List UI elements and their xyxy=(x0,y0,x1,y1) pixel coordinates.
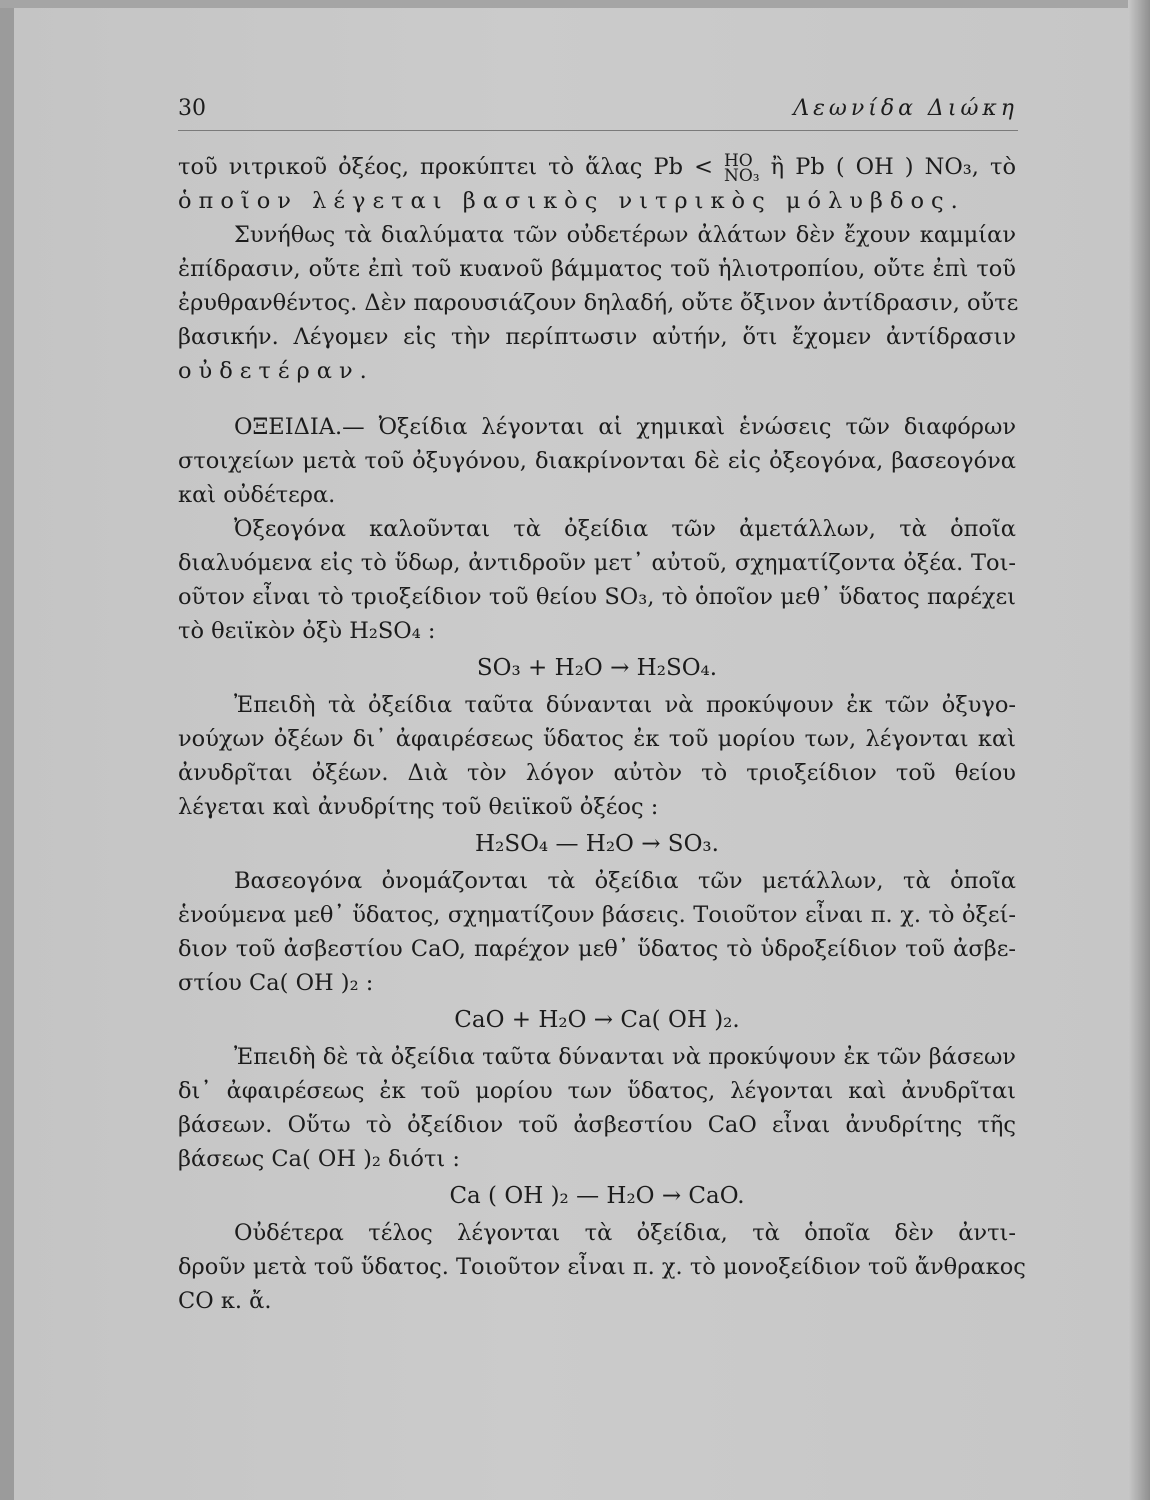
text-line: Ἐπειδὴ τὰ ὀξείδια ταῦτα δύνανται νὰ προκύψουν ἐκ τῶν ὀξυγο- xyxy=(234,692,1016,718)
formula-fraction-bottom: NO₃ xyxy=(723,166,760,186)
formula-fraction-top: HO xyxy=(723,151,753,171)
page-number: 30 xyxy=(178,96,206,121)
text-line: τὸ θειϊκὸν ὀξὺ H₂SO₄ : xyxy=(178,618,436,644)
text-line: στίου Ca( OH )₂ : xyxy=(178,970,374,996)
text-line: ΟΞΕΙΔΙΑ.— Ὀξείδια λέγονται αἱ χημικαὶ ἑνώσεις τῶν διαφόρων xyxy=(234,414,1016,440)
page-top-edge xyxy=(0,0,1150,8)
formula-suffix: ἢ Pb ( OH ) NO₃, τὸ xyxy=(759,154,1016,180)
text-line: οῦτον εἶναι τὸ τριοξείδιον τοῦ θείου SO₃, τὸ ὁποῖον μεθ᾽ ὕδατος παρέχει xyxy=(178,584,1016,610)
text-line: Ἐπειδὴ δὲ τὰ ὀξείδια ταῦτα δύνανται νὰ προκύψουν ἐκ τῶν βάσεων xyxy=(234,1044,1016,1070)
text-line: βάσεων. Οὕτω τὸ ὀξείδιον τοῦ ἀσβεστίου CaO εἶναι ἀνυδρίτης τῆς xyxy=(178,1112,1016,1138)
formula-prefix: τοῦ νιτρικοῦ ὀξέος, προκύπτει τὸ ἅλας Pb < xyxy=(178,154,713,180)
chemical-equation: SO₃ + H₂O → H₂SO₄. xyxy=(476,655,718,681)
text-line: διαλυόμενα εἰς τὸ ὕδωρ, ἀντιδροῦν μετ᾽ αὐτοῦ, σχηματίζοντα ὀξέα. Τοι- xyxy=(178,550,1016,576)
chemical-equation: H₂SO₄ — H₂O → SO₃. xyxy=(475,831,719,857)
text-line: ἐρυθρανθέντος. Δὲν παρουσιάζουν δηλαδή, οὔτε ὄξινον ἀντίδρασιν, οὔτε xyxy=(178,290,1019,316)
text-line: οὐδετέραν. xyxy=(178,358,374,384)
text-line: στοιχείων μετὰ τοῦ ὀξυγόνου, διακρίνονται δὲ εἰς ὀξεογόνα, βασεογόνα xyxy=(178,448,1016,474)
text-line: λέγεται καὶ ἀνυδρίτης τοῦ θειϊκοῦ ὀξέος : xyxy=(178,794,659,820)
header-rule xyxy=(178,130,1018,131)
text-line: ἀνυδρῖται ὀξέων. Διὰ τὸν λόγον αὐτὸν τὸ τριοξείδιον τοῦ θείου xyxy=(178,760,1016,786)
chemical-equation: CaO + H₂O → Ca( OH )₂. xyxy=(454,1007,740,1033)
chemical-equation: Ca ( OH )₂ — H₂O → CaO. xyxy=(449,1183,745,1209)
text-line: Βασεογόνα ὀνομάζονται τὰ ὀξείδια τῶν μετάλλων, τὰ ὁποῖα xyxy=(234,868,1016,894)
text-line: βασικήν. Λέγομεν εἰς τὴν περίπτωσιν αὐτήν, ὅτι ἔχομεν ἀντίδρασιν xyxy=(178,324,1016,350)
text-line: ὁποῖον λέγεται βασικὸς νιτρικὸς μόλυβδος. xyxy=(178,188,965,214)
text-line: Οὐδέτερα τέλος λέγονται τὰ ὀξείδια, τὰ ὁποῖα δὲν ἀντι- xyxy=(234,1220,1016,1246)
page-right-edge xyxy=(1128,0,1150,1500)
text-line: Ὀξεογόνα καλοῦνται τὰ ὀξείδια τῶν ἀμετάλλων, τὰ ὁποῖα xyxy=(234,516,1016,542)
text-line: CO κ. ἄ. xyxy=(178,1288,272,1314)
text-line: ἐπίδρασιν, οὔτε ἐπὶ τοῦ κυανοῦ βάμματος τοῦ ἡλιοτροπίου, οὔτε ἐπὶ τοῦ xyxy=(178,256,1016,282)
running-head: Λεωνίδα Διώκη xyxy=(793,96,1018,121)
text-line: δι᾽ ἀφαιρέσεως ἐκ τοῦ μορίου των ὕδατος, λέγονται καὶ ἀνυδρῖται xyxy=(178,1078,1016,1104)
paragraph-gap xyxy=(178,388,1016,410)
text-line: νούχων ὀξέων δι᾽ ἀφαιρέσεως ὕδατος ἐκ τοῦ μορίου των, λέγονται καὶ xyxy=(178,726,1016,752)
page-header xyxy=(178,96,1018,128)
text-line: ἑνούμενα μεθ᾽ ὕδατος, σχηματίζουν βάσεις. Τοιοῦτον εἶναι π. χ. τὸ ὀξεί- xyxy=(178,902,1016,928)
text-line: δροῦν μετὰ τοῦ ὕδατος. Τοιοῦτον εἶναι π. χ. τὸ μονοξείδιον τοῦ ἄνθρακος xyxy=(178,1254,1026,1280)
formula-fraction xyxy=(723,151,760,186)
text-line: καὶ οὐδέτερα. xyxy=(178,482,336,508)
text-line: Συνήθως τὰ διαλύματα τῶν οὐδετέρων ἀλάτων δὲν ἔχουν καμμίαν xyxy=(234,222,1016,248)
body-text xyxy=(178,150,1026,1318)
text-line: βάσεως Ca( OH )₂ διότι : xyxy=(178,1146,460,1172)
text-line: διον τοῦ ἀσβεστίου CaO, παρέχον μεθ᾽ ὕδατος τὸ ὑδροξείδιον τοῦ ἀσβε- xyxy=(178,936,1016,962)
page-left-edge xyxy=(0,0,14,1500)
formula-line xyxy=(178,150,1016,184)
